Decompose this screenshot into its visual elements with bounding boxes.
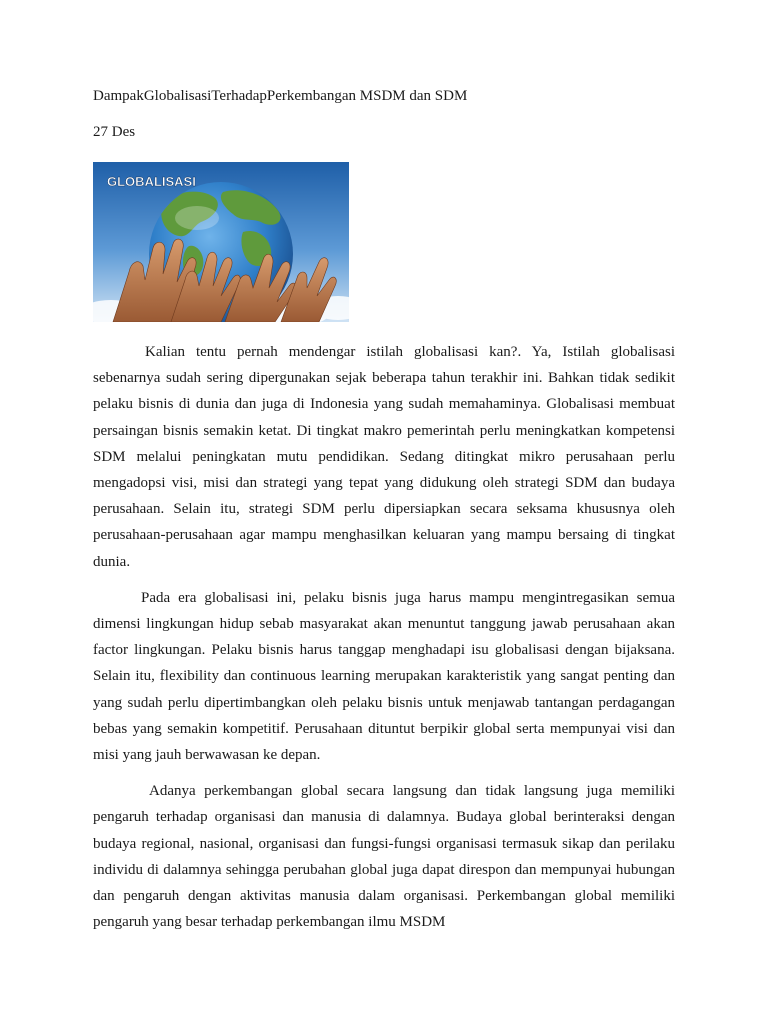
paragraph-1: Kalian tentu pernah mendengar istilah globalisasi kan?. Ya, Istilah globalisasi sebenarnya sudah sering dipergunakan sejak beberapa tahun terakhir ini. Bahkan tidak sedikit pelaku bisnis di dunia dan juga di Indonesia yang sudah memahaminya. Globalisasi membuat persaingan bisnis semakin ketat. Di tingkat makro pemerintah perlu meningkatkan kompetensi SDM melalui peningkatan mutu pendidikan. Sedang ditingkat mikro perusahaan perlu mengadopsi visi, misi dan strategi yang tepat yang didukung oleh strategi SDM dan budaya perusahaan. Selain itu, strategi SDM perlu dipersiapkan secara seksama khususnya oleh perusahaan-perusahaan agar mampu menghasilkan keluaran yang mampu bersaing di tingkat dunia. <box>93 344 675 570</box>
paragraph-3: Adanya perkembangan global secara langsung dan tidak langsung juga memiliki pengaruh terhadap organisasi dan manusia di dalamnya. Budaya global berinteraksi dengan budaya regional, nasional, organisasi dan fungsi-fungsi organisasi termasuk sikap dan perilaku individu di dalamnya sehingga perubahan global juga dapat direspon dan mempunyai hubungan dan pengaruh dengan aktivitas manusia dalam organisasi. Perkembangan global memiliki pengaruh yang besar terhadap perkembangan ilmu MSDM <box>93 783 675 931</box>
paragraph-2: Pada era globalisasi ini, pelaku bisnis juga harus mampu mengintregasikan semua dimensi lingkungan hidup sebab masyarakat akan menuntut tanggung jawab perusahaan akan factor lingkungan. Pelaku bisnis harus tanggap menghadapi isu globalisasi dengan bijaksana. Selain itu, flexibility dan continuous learning merupakan karakteristik yang sangat penting dan yang sudah perlu dipertimbangkan oleh pelaku bisnis untuk menjawab tantangan perdagangan bebas yang semakin kompetitif. Perusahaan dituntut berpikir global serta mempunyai visi dan misi yang jauh berwawasan ke depan. <box>93 589 675 764</box>
document-title: DampakGlobalisasiTerhadapPerkembangan MSDM dan SDM <box>93 88 468 104</box>
globalisasi-image <box>93 162 349 322</box>
image-caption: GLOBALISASI <box>107 174 196 189</box>
post-date: 27 Des <box>93 124 136 140</box>
article-body <box>93 339 675 945</box>
globe-hands-illustration <box>93 162 349 322</box>
